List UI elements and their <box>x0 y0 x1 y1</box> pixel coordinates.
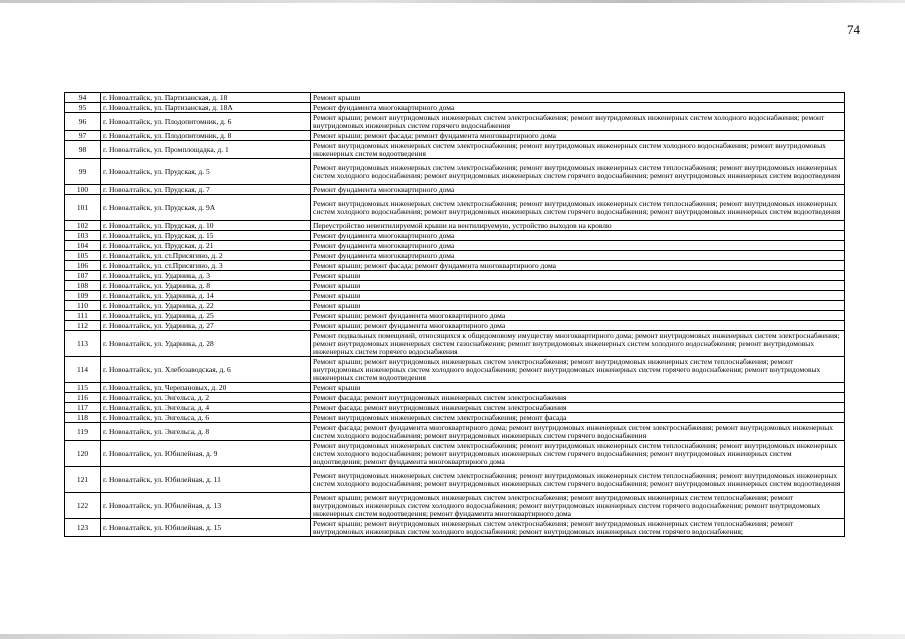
works-cell: Ремонт фундамента многоквартирного дома <box>311 241 845 251</box>
address-cell: г. Новоалтайск, ул. Партизанская, д. 18А <box>101 103 311 113</box>
address-cell: г. Новоалтайск, ул. Черепановых, д. 20 <box>101 383 311 393</box>
address-cell: г. Новоалтайск, ул. Прудская, д. 15 <box>101 231 311 241</box>
scan-edge-bottom <box>0 634 905 639</box>
row-number-cell: 111 <box>65 311 101 321</box>
row-number-cell: 94 <box>65 93 101 103</box>
row-number-cell: 123 <box>65 519 101 537</box>
row-number-cell: 102 <box>65 221 101 231</box>
address-cell: г. Новоалтайск, ул. Прудская, д. 5 <box>101 159 311 185</box>
works-cell: Ремонт фундамента многоквартирного дома <box>311 103 845 113</box>
row-number-cell: 98 <box>65 141 101 159</box>
repair-registry-table <box>64 92 845 537</box>
table-row <box>65 185 845 195</box>
row-number-cell: 105 <box>65 251 101 261</box>
works-cell: Ремонт внутридомовых инженерных систем электроснабжения; ремонт внутридомовых инженерных систем теплоснабжения; ремонт внутридомовых инженерных систем холодного водоснабжения; ремонт внутридомовых инженерных систем горячего водоснабжения; ремонт внутридомовых инженерных систем водоотведения <box>311 467 845 493</box>
works-cell: Ремонт фасада; ремонт внутридомовых инженерных систем электроснабжения <box>311 403 845 413</box>
address-cell: г. Новоалтайск, ул. ст.Присягино, д. 3 <box>101 261 311 271</box>
works-cell: Ремонт крыши; ремонт внутридомовых инженерных систем электроснабжения; ремонт внутридомовых инженерных систем теплоснабжения; ремонт внутридомовых инженерных систем холодного водоснабжения; ремонт внутридомовых инженерных систем горячего водоснабжения; ремонт внутридомовых инженерных систем водоотведения; ремонт фундамента многоквартирного дома <box>311 493 845 519</box>
table-row <box>65 241 845 251</box>
address-cell: г. Новоалтайск, ул. Ударника, д. 8 <box>101 281 311 291</box>
works-cell: Ремонт фасада; ремонт внутридомовых инженерных систем электроснабжения <box>311 393 845 403</box>
works-cell: Ремонт крыши; ремонт фундамента многоквартирного дома <box>311 321 845 331</box>
row-number-cell: 96 <box>65 113 101 131</box>
address-cell: г. Новоалтайск, ул. Юбилейная, д. 13 <box>101 493 311 519</box>
page-number: 74 <box>847 22 860 37</box>
table-row <box>65 195 845 221</box>
address-cell: г. Новоалтайск, ул. Ударника, д. 3 <box>101 271 311 281</box>
row-number-cell: 112 <box>65 321 101 331</box>
table-row <box>65 131 845 141</box>
row-number-cell: 116 <box>65 393 101 403</box>
works-cell: Ремонт крыши; ремонт фасада; ремонт фундамента многоквартирного дома <box>311 131 845 141</box>
table-row <box>65 403 845 413</box>
works-cell: Ремонт крыши; ремонт внутридомовых инженерных систем электроснабжения; ремонт внутридомовых инженерных систем теплоснабжения; ремонт внутридомовых инженерных систем холодного водоснабжения; ремонт внутридомовых инженерных систем горячего водоснабжения; <box>311 519 845 537</box>
table-row <box>65 301 845 311</box>
table-row <box>65 311 845 321</box>
address-cell: г. Новоалтайск, ул. Юбилейная, д. 15 <box>101 519 311 537</box>
table-row <box>65 413 845 423</box>
address-cell: г. Новоалтайск, ул. Юбилейная, д. 9 <box>101 441 311 467</box>
table-row <box>65 357 845 383</box>
address-cell: г. Новоалтайск, ул. Ударника, д. 28 <box>101 331 311 357</box>
row-number-cell: 113 <box>65 331 101 357</box>
table-row <box>65 221 845 231</box>
row-number-cell: 101 <box>65 195 101 221</box>
works-cell: Ремонт крыши; ремонт фасада; ремонт фундамента многоквартирного дома <box>311 261 845 271</box>
row-number-cell: 103 <box>65 231 101 241</box>
table-row <box>65 271 845 281</box>
works-cell: Ремонт внутридомовых инженерных систем электроснабжения; ремонт фасада <box>311 413 845 423</box>
row-number-cell: 121 <box>65 467 101 493</box>
row-number-cell: 122 <box>65 493 101 519</box>
table-row <box>65 113 845 131</box>
works-cell: Ремонт фундамента многоквартирного дома <box>311 251 845 261</box>
works-cell: Ремонт крыши <box>311 281 845 291</box>
works-cell: Ремонт внутридомовых инженерных систем электроснабжения; ремонт внутридомовых инженерных систем теплоснабжения; ремонт внутридомовых инженерных систем холодного водоснабжения; ремонт внутридомовых инженерных систем горячего водоснабжения; ремонт внутридомовых инженерных систем водоотведения; ремонт фундамента многоквартирного дома <box>311 441 845 467</box>
row-number-cell: 117 <box>65 403 101 413</box>
table-row <box>65 493 845 519</box>
address-cell: г. Новоалтайск, ул. Партизанская, д. 18 <box>101 93 311 103</box>
row-number-cell: 115 <box>65 383 101 393</box>
works-cell: Ремонт внутридомовых инженерных систем электроснабжения; ремонт внутридомовых инженерных систем холодного водоснабжения; ремонт внутридомовых инженерных систем водоотведения <box>311 141 845 159</box>
works-cell: Ремонт крыши; ремонт внутридомовых инженерных систем электроснабжения; ремонт внутридомовых инженерных систем холодного водоснабжения; ремонт внутридомовых инженерных систем горячего водоснабжения <box>311 113 845 131</box>
row-number-cell: 114 <box>65 357 101 383</box>
address-cell: г. Новоалтайск, ул. Плодопитомник, д. 6 <box>101 113 311 131</box>
row-number-cell: 99 <box>65 159 101 185</box>
registry-table-body <box>65 93 845 537</box>
row-number-cell: 97 <box>65 131 101 141</box>
row-number-cell: 119 <box>65 423 101 441</box>
address-cell: г. Новоалтайск, ул. Хлебозаводская, д. 6 <box>101 357 311 383</box>
works-cell: Ремонт подвальных помещений, относящихся к общедомовому имуществу многоквартирного дома; ремонт внутридомовых инженерных систем электроснабжения; ремонт внутридомовых инженерных систем газоснабжения; ремонт внутридомовых инженерных систем холодного водоснабжения; ремонт внутридомовых инженерных систем горячего водоснабжения <box>311 331 845 357</box>
row-number-cell: 104 <box>65 241 101 251</box>
table-row <box>65 291 845 301</box>
works-cell: Ремонт крыши <box>311 271 845 281</box>
table-row <box>65 441 845 467</box>
address-cell: г. Новоалтайск, ул. Юбилейная, д. 11 <box>101 467 311 493</box>
address-cell: г. Новоалтайск, ул. Прудская, д. 7 <box>101 185 311 195</box>
table-row <box>65 519 845 537</box>
address-cell: г. Новоалтайск, ул. Энгельса, д. 2 <box>101 393 311 403</box>
table-row <box>65 467 845 493</box>
address-cell: г. Новоалтайск, ул. Ударника, д. 14 <box>101 291 311 301</box>
works-cell: Ремонт крыши <box>311 301 845 311</box>
works-cell: Ремонт крыши <box>311 291 845 301</box>
address-cell: г. Новоалтайск, ул. Ударника, д. 27 <box>101 321 311 331</box>
address-cell: г. Новоалтайск, ул. Ударника, д. 22 <box>101 301 311 311</box>
row-number-cell: 120 <box>65 441 101 467</box>
table-row <box>65 423 845 441</box>
works-cell: Ремонт фундамента многоквартирного дома <box>311 231 845 241</box>
works-cell: Ремонт крыши; ремонт фундамента многоквартирного дома <box>311 311 845 321</box>
row-number-cell: 109 <box>65 291 101 301</box>
table-row <box>65 251 845 261</box>
works-cell: Переустройство невентилируемой крыши на вентилируемую, устройство выходов на кровлю <box>311 221 845 231</box>
works-cell: Ремонт внутридомовых инженерных систем электроснабжения; ремонт внутридомовых инженерных систем теплоснабжения; ремонт внутридомовых инженерных систем холодного водоснабжения; ремонт внутридомовых инженерных систем горячего водоснабжения; ремонт внутридомовых инженерных систем водоотведения <box>311 195 845 221</box>
row-number-cell: 108 <box>65 281 101 291</box>
table-row <box>65 231 845 241</box>
works-cell: Ремонт крыши <box>311 93 845 103</box>
scan-edge-top <box>0 0 905 3</box>
address-cell: г. Новоалтайск, ул. Прудская, д. 21 <box>101 241 311 251</box>
works-cell: Ремонт фасада; ремонт фундамента многоквартирного дома; ремонт внутридомовых инженерных систем электроснабжения; ремонт внутридомовых инженерных систем холодного водоснабжения; ремонт внутридомовых инженерных систем горячего водоснабжения <box>311 423 845 441</box>
row-number-cell: 107 <box>65 271 101 281</box>
row-number-cell: 100 <box>65 185 101 195</box>
address-cell: г. Новоалтайск, ул. Ударника, д. 25 <box>101 311 311 321</box>
table-row <box>65 103 845 113</box>
works-cell: Ремонт фундамента многоквартирного дома <box>311 185 845 195</box>
works-cell: Ремонт внутридомовых инженерных систем электроснабжения; ремонт внутридомовых инженерных систем теплоснабжения; ремонт внутридомовых инженерных систем холодного водоснабжения; ремонт внутридомовых инженерных систем горячего водоснабжения; ремонт внутридомовых инженерных систем водоотведения <box>311 159 845 185</box>
address-cell: г. Новоалтайск, ул. Плодопитомник, д. 8 <box>101 131 311 141</box>
table-row <box>65 141 845 159</box>
address-cell: г. Новоалтайск, ул. Энгельса, д. 8 <box>101 423 311 441</box>
address-cell: г. Новоалтайск, ул. Промплощадка, д. 1 <box>101 141 311 159</box>
address-cell: г. Новоалтайск, ул. Энгельса, д. 6 <box>101 413 311 423</box>
works-cell: Ремонт крыши <box>311 383 845 393</box>
row-number-cell: 106 <box>65 261 101 271</box>
address-cell: г. Новоалтайск, ул. Прудская, д. 10 <box>101 221 311 231</box>
table-row <box>65 321 845 331</box>
row-number-cell: 110 <box>65 301 101 311</box>
table-row <box>65 281 845 291</box>
table-row <box>65 393 845 403</box>
address-cell: г. Новоалтайск, ул. ст.Присягино, д. 2 <box>101 251 311 261</box>
table-row <box>65 93 845 103</box>
table-row <box>65 383 845 393</box>
row-number-cell: 95 <box>65 103 101 113</box>
table-row <box>65 331 845 357</box>
table-row <box>65 159 845 185</box>
address-cell: г. Новоалтайск, ул. Прудская, д. 9А <box>101 195 311 221</box>
address-cell: г. Новоалтайск, ул. Энгельса, д. 4 <box>101 403 311 413</box>
table-row <box>65 261 845 271</box>
row-number-cell: 118 <box>65 413 101 423</box>
works-cell: Ремонт крыши; ремонт внутридомовых инженерных систем электроснабжения; ремонт внутридомовых инженерных систем теплоснабжения; ремонт внутридомовых инженерных систем холодного водоснабжения; ремонт внутридомовых инженерных систем горячего водоснабжения; ремонт внутридомовых инженерных систем водоотведения <box>311 357 845 383</box>
